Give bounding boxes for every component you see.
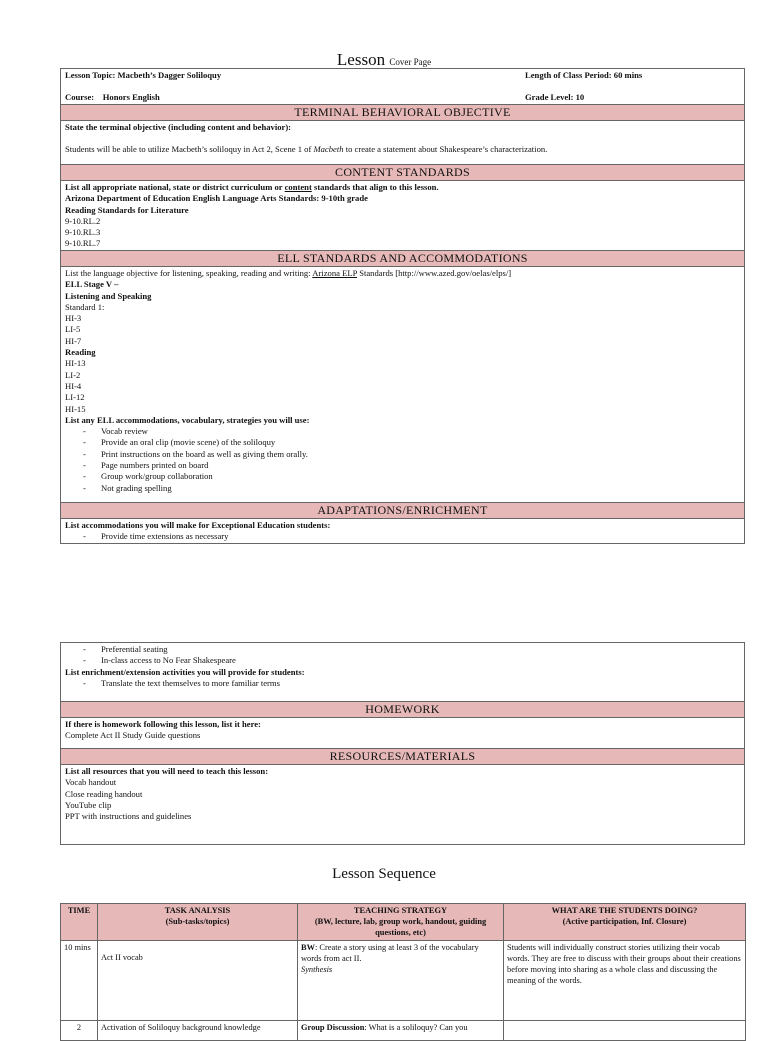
list-item: - Translate the text themselves to more familiar terms	[83, 677, 280, 688]
enrich-prompt: List enrichment/extension activities you will provide for students:	[65, 666, 305, 677]
page-title-main: Lesson	[336, 50, 386, 69]
col-time: TIME	[61, 904, 98, 941]
list-item: - Provide an oral clip (movie scene) of the soliloquy	[83, 437, 276, 448]
grade-level: Grade Level: 10	[525, 92, 585, 103]
cell-time: 2	[61, 1021, 98, 1041]
cover-sheet-top	[60, 68, 745, 544]
ell-item: HI-7	[65, 335, 82, 346]
col-students: WHAT ARE THE STUDENTS DOING? (Active participation, Inf. Closure)	[504, 904, 746, 941]
table-header-row	[61, 904, 746, 941]
cs-reading: Reading Standards for Literature	[65, 204, 189, 215]
lesson-sequence-title: Lesson Sequence	[332, 866, 436, 882]
homework-prompt: If there is homework following this lesson, list it here:	[65, 719, 261, 729]
ell-listening: Listening and Speaking	[65, 290, 152, 301]
lesson-topic: Lesson Topic: Macbeth’s Dagger Soliloquy	[65, 70, 222, 80]
resources-prompt: List all resources that you will need to teach this lesson:	[65, 766, 269, 776]
cs-prompt: List all appropriate national, state or district curriculum or content standards that align to this lesson.	[65, 182, 439, 192]
section-heading-ell: ELL STANDARDS AND ACCOMMODATIONS	[61, 250, 744, 267]
section-heading-resources: RESOURCES/MATERIALS	[61, 748, 744, 765]
tbo-body	[61, 121, 744, 164]
list-item: - Preferential seating	[83, 644, 168, 654]
ell-accom-prompt: List any ELL accommodations, vocabulary, strategies you will use:	[65, 414, 310, 425]
ell-item: LI-2	[65, 369, 81, 380]
page-title	[0, 50, 768, 70]
ell-item: HI-13	[65, 358, 86, 369]
list-item: - Group work/group collaboration	[83, 471, 213, 482]
section-heading-homework: HOMEWORK	[61, 701, 744, 718]
list-item: Vocab handout	[65, 777, 117, 788]
list-item: - Print instructions on the board as well as giving them orally.	[83, 448, 308, 459]
adapt-prompt: List accommodations you will make for Exceptional Education students:	[65, 520, 331, 530]
cs-item: 9-10.RL.2	[65, 215, 101, 226]
cover-sheet-bottom	[60, 642, 745, 845]
ell-reading: Reading	[65, 347, 96, 358]
cs-dept: Arizona Department of Education English Language Arts Standards: 9-10th grade	[65, 193, 368, 204]
section-heading-tbo: TERMINAL BEHAVIORAL OBJECTIVE	[61, 104, 744, 121]
ell-stage: ELL Stage V –	[65, 279, 119, 290]
tbo-prompt: State the terminal objective (including content and behavior):	[65, 122, 292, 132]
list-item: - Vocab review	[83, 426, 148, 437]
ell-item: HI-3	[65, 313, 82, 324]
cs-item: 9-10.RL.3	[65, 227, 101, 238]
ell-item: LI-5	[65, 324, 81, 335]
list-item: YouTube clip	[65, 799, 112, 810]
cell-students: Students will individually construct stories utilizing their vocab words. They are free to discuss with their groups about their creations before moving into sharing as a whole class and discussing the meaning of the words.	[504, 941, 746, 1021]
list-item: - In-class access to No Fear Shakespeare	[83, 655, 236, 666]
lesson-header	[61, 69, 744, 104]
list-item: - Provide time extensions as necessary	[83, 531, 229, 542]
adaptations-body-bottom	[61, 643, 744, 692]
cell-strategy: Group Discussion: What is a soliloquy? Can you	[298, 1021, 504, 1041]
list-item: - Not grading spelling	[83, 482, 172, 493]
table-row	[61, 941, 746, 1021]
lesson-sequence-table	[60, 903, 746, 1041]
cell-task: Activation of Soliloquy background knowledge	[98, 1021, 298, 1041]
ell-item: HI-15	[65, 403, 86, 414]
cell-time: 10 mins	[61, 941, 98, 1021]
ell-item: HI-4	[65, 380, 82, 391]
section-heading-adaptations: ADAPTATIONS/ENRICHMENT	[61, 502, 744, 519]
col-strategy: TEACHING STRATEGY (BW, lecture, lab, group work, handout, guiding questions, etc)	[298, 904, 504, 941]
homework-text: Complete Act II Study Guide questions	[65, 730, 201, 741]
ell-item: LI-12	[65, 392, 85, 403]
ell-body	[61, 267, 744, 502]
col-task: TASK ANALYSIS (Sub-tasks/topics)	[98, 904, 298, 941]
resources-body	[61, 765, 744, 823]
page-title-sub: Cover Page	[389, 57, 432, 67]
section-heading-content-standards: CONTENT STANDARDS	[61, 164, 744, 181]
class-length: Length of Class Period: 60 mins	[525, 70, 643, 80]
ell-prompt: List the language objective for listening, speaking, reading and writing: Arizona ELP Standards [http://www.azed.gov/oelas/elps/]	[65, 268, 512, 278]
list-item: PPT with instructions and guidelines	[65, 811, 192, 822]
cell-strategy: BW: Create a story using at least 3 of the vocabulary words from act II. Synthesis	[298, 941, 504, 1021]
list-item: Close reading handout	[65, 788, 143, 799]
tbo-text: Students will be able to utilize Macbeth’s soliloquy in Act 2, Scene 1 of Macbeth to create a statement about Shakespeare’s characterization.	[65, 144, 548, 155]
course: Course: Honors English	[65, 92, 160, 103]
content-standards-body	[61, 181, 744, 250]
cs-item: 9-10.RL.7	[65, 238, 101, 249]
list-item: - Page numbers printed on board	[83, 460, 209, 471]
ell-item: Standard 1:	[65, 301, 105, 312]
homework-body	[61, 718, 744, 744]
cell-task: Act II vocab	[98, 941, 298, 1021]
adaptations-body-top	[61, 519, 744, 543]
